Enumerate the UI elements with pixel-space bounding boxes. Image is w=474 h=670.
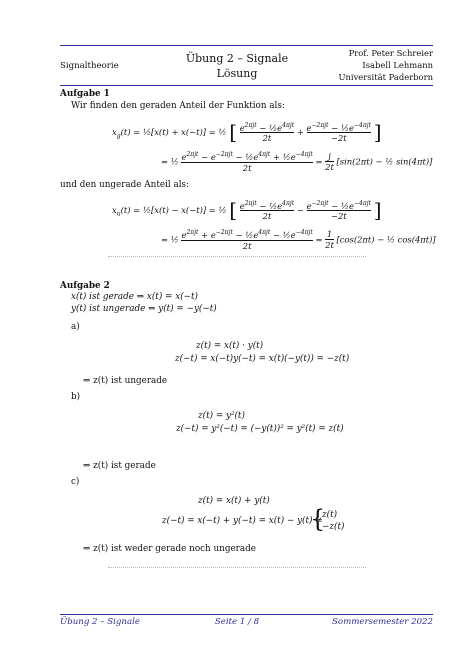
part-b-result: ⇒ z(t) ist gerade bbox=[83, 461, 156, 471]
author-1: Prof. Peter Schreier bbox=[348, 48, 433, 58]
footer-semester: Sommersemester 2022 bbox=[332, 617, 433, 627]
part-a-eq1: z(t) = x(t) · y(t) bbox=[196, 341, 264, 351]
header-top-rule bbox=[60, 45, 433, 46]
university: Universität Paderborn bbox=[338, 72, 433, 82]
footer-rule bbox=[60, 614, 433, 615]
header-bottom-rule bbox=[60, 85, 433, 86]
separator-2 bbox=[108, 567, 366, 568]
footer-left: Übung 2 – Signale bbox=[60, 617, 140, 627]
xu-equation-line1: $x_u(t)$ = ½[x(t) − x(−t)] = ½ [ $e^{2\pi jt}$ − $\frac{1}{2}e^{4\pi jt}$ 2t − $e^{-2\pi jt}$ − $\frac{1}{2}e^{-4\pi jt}$ −2t ] bbox=[112, 198, 382, 222]
part-b-eq2: z(−t) = y²(−t) = (−y(t))² = y²(t) = z(t) bbox=[176, 424, 344, 434]
aufgabe2-line2: y(t) ist ungerade ⇒ y(t) = −y(−t) bbox=[71, 304, 217, 314]
xg-equation-line1: $x_g(t)$ = ½[x(t) + x(−t)] = ½ [ $e^{2\pi jt}$ − $\frac{1}{2}e^{4\pi jt}$ 2t + $e^{-2\pi jt}$ − $\frac{1}{2}e^{-4\pi jt}$ −2t ] bbox=[112, 120, 382, 144]
xg-lhs: $x_g(t)$ = ½[x(t) + x(−t)] = ½ bbox=[112, 127, 227, 140]
aufgabe1-heading: Aufgabe 1 bbox=[60, 89, 110, 99]
xu-equation-line2: = ½ $e^{2\pi jt} + e^{-2\pi jt}$ − $\frac{1}{2}e^{4\pi jt}$ − $\frac{1}{2}e^{-4\pi jt}$ 2t = $\frac{1}{2t}$ [cos(2πt) − ½ cos(4πt)] bbox=[161, 229, 436, 251]
xg-equation-line2: = ½ $e^{2\pi jt} - e^{-2\pi jt}$ − $\frac{1}{2}e^{4\pi jt}$ + $\frac{1}{2}e^{-4\pi jt}$ 2t = $\frac{j}{2t}$ [sin(2πt) − ½ sin(4πt)] bbox=[161, 151, 433, 173]
part-a-label: a) bbox=[71, 322, 80, 332]
part-c-eq1: z(t) = x(t) + y(t) bbox=[198, 496, 270, 506]
sheet-title: Übung 2 – Signale bbox=[185, 52, 289, 65]
part-c-result: ⇒ z(t) ist weder gerade noch ungerade bbox=[83, 544, 256, 554]
part-b-eq1: z(t) = y²(t) bbox=[198, 411, 245, 421]
cases-brace: { bbox=[310, 505, 326, 533]
part-b-label: b) bbox=[71, 392, 81, 402]
part-a-eq2: z(−t) = x(−t)y(−t) = x(t)(−y(t)) = −z(t) bbox=[175, 354, 350, 364]
aufgabe1-intro: Wir finden den geraden Anteil der Funktion als: bbox=[71, 101, 285, 111]
part-c-case1: z(t) bbox=[322, 510, 338, 520]
course-name: Signaltheorie bbox=[60, 61, 119, 71]
separator-1 bbox=[108, 256, 366, 257]
part-c-label: c) bbox=[71, 477, 80, 487]
part-c-case2: −z(t) bbox=[322, 522, 345, 532]
part-a-result: ⇒ z(t) ist ungerade bbox=[83, 376, 168, 386]
author-2: Isabell Lehmann bbox=[362, 60, 433, 70]
xu-lhs: $x_u(t)$ = ½[x(t) − x(−t)] = ½ bbox=[112, 205, 227, 218]
aufgabe1-mid-text: und den ungerade Anteil als: bbox=[60, 180, 190, 190]
footer-page-number: Seite 1 / 8 bbox=[214, 617, 260, 627]
part-c-eq2: z(−t) = x(−t) + y(−t) = x(t) − y(t) ≠ bbox=[162, 516, 323, 526]
aufgabe2-line1: x(t) ist gerade ⇒ x(t) = x(−t) bbox=[71, 292, 198, 302]
sheet-subtitle: Lösung bbox=[216, 67, 258, 80]
aufgabe2-heading: Aufgabe 2 bbox=[60, 281, 110, 291]
